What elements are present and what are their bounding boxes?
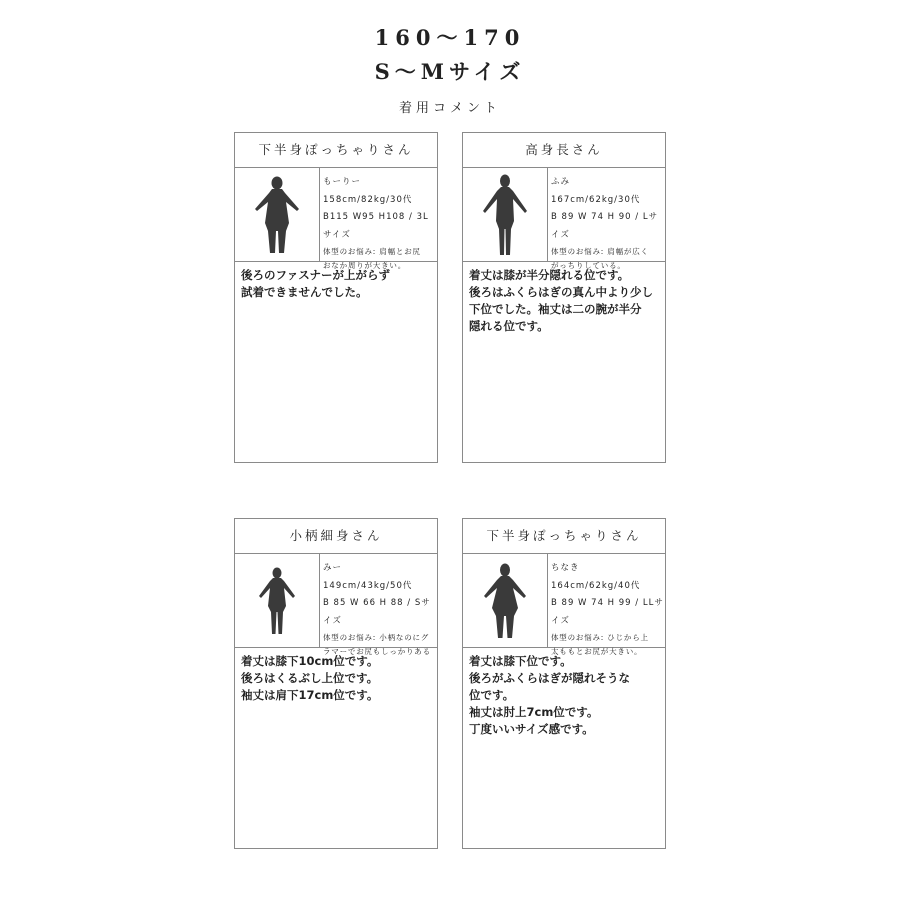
model-name: ふみ bbox=[551, 177, 571, 187]
model-card bbox=[462, 132, 666, 463]
model-info bbox=[235, 168, 437, 270]
model-stats: 167cm/62kg/30代 bbox=[551, 194, 641, 205]
comment-line: 下位でした。袖丈は二の腕が半分 bbox=[469, 302, 642, 316]
person-silhouette-icon bbox=[463, 554, 548, 647]
comment-line: 後ろはくるぶし上位です。 bbox=[241, 671, 379, 685]
model-name: ちなき bbox=[551, 563, 580, 573]
section-subtitle: 着用コメント bbox=[398, 101, 501, 116]
body-concern: 体型のお悩み: 小柄なのにグ bbox=[323, 633, 430, 642]
model-name: みー bbox=[323, 563, 343, 573]
comment-line: 袖丈は肩下17cm位です。 bbox=[241, 688, 379, 702]
comment-line: 試着できませんでした。 bbox=[241, 285, 368, 299]
model-stats: 164cm/62kg/40代 bbox=[551, 580, 641, 591]
model-info bbox=[235, 554, 437, 656]
body-type-label: 下半身ぽっちゃりさん bbox=[463, 519, 665, 554]
comment-line: 後ろがふくらはぎが隠れそうな bbox=[469, 671, 630, 685]
comment-line: 位です。 bbox=[469, 688, 515, 702]
model-stats: 149cm/43kg/50代 bbox=[323, 580, 413, 591]
model-measurements: B 89 W 74 H 90 / Lサイズ bbox=[551, 212, 659, 240]
body-type-label: 下半身ぽっちゃりさん bbox=[235, 133, 437, 168]
size-range-title: S～Mサイズ bbox=[374, 59, 526, 84]
person-silhouette-icon bbox=[235, 168, 320, 261]
model-stats: 158cm/82kg/30代 bbox=[323, 194, 413, 205]
model-measurements: B 85 W 66 H 88 / Sサイズ bbox=[323, 598, 431, 626]
model-info bbox=[463, 168, 665, 270]
body-concern: 体型のお悩み: 肩幅とお尻 bbox=[323, 247, 421, 256]
comment-line: 丁度いいサイズ感です。 bbox=[469, 722, 594, 736]
body-concern-cont: がっちりしている。 bbox=[551, 261, 626, 270]
height-range-title: 160～170 bbox=[374, 25, 526, 50]
body-type-label: 小柄細身さん bbox=[235, 519, 437, 554]
comment-line: 後ろはふくらはぎの真ん中より少し bbox=[469, 285, 653, 299]
comment-line: 着丈は膝が半分隠れる位です。 bbox=[469, 268, 630, 282]
model-info bbox=[463, 554, 665, 656]
body-concern: 体型のお悩み: ひじから上 bbox=[551, 633, 649, 642]
comment-line: 隠れる位です。 bbox=[469, 319, 549, 333]
fit-comment bbox=[463, 648, 665, 743]
fit-comment bbox=[463, 262, 665, 340]
comment-line: 着丈は膝下位です。 bbox=[469, 654, 572, 668]
body-concern-cont: おなか周りが大きい。 bbox=[323, 261, 406, 270]
model-measurements: B115 W95 H108 / 3Lサイズ bbox=[323, 212, 429, 240]
model-card bbox=[234, 132, 438, 463]
body-concern-cont: 太ももとお尻が大きい。 bbox=[551, 647, 643, 656]
model-measurements: B 89 W 74 H 99 / LLサイズ bbox=[551, 598, 664, 626]
model-card bbox=[462, 518, 666, 849]
person-silhouette-icon bbox=[463, 168, 548, 261]
body-type-label: 高身長さん bbox=[463, 133, 665, 168]
model-card bbox=[234, 518, 438, 849]
comment-line: 後ろのファスナーが上がらず bbox=[241, 268, 391, 282]
body-concern: 体型のお悩み: 肩幅が広く bbox=[551, 247, 649, 256]
body-concern-cont: ラマーでお尻もしっかりある bbox=[323, 647, 431, 656]
model-name: もーりー bbox=[323, 177, 362, 187]
comment-line: 袖丈は肘上7cm位です。 bbox=[469, 705, 599, 719]
comment-line: 着丈は膝下10cm位です。 bbox=[241, 654, 379, 668]
person-silhouette-icon bbox=[235, 554, 320, 647]
